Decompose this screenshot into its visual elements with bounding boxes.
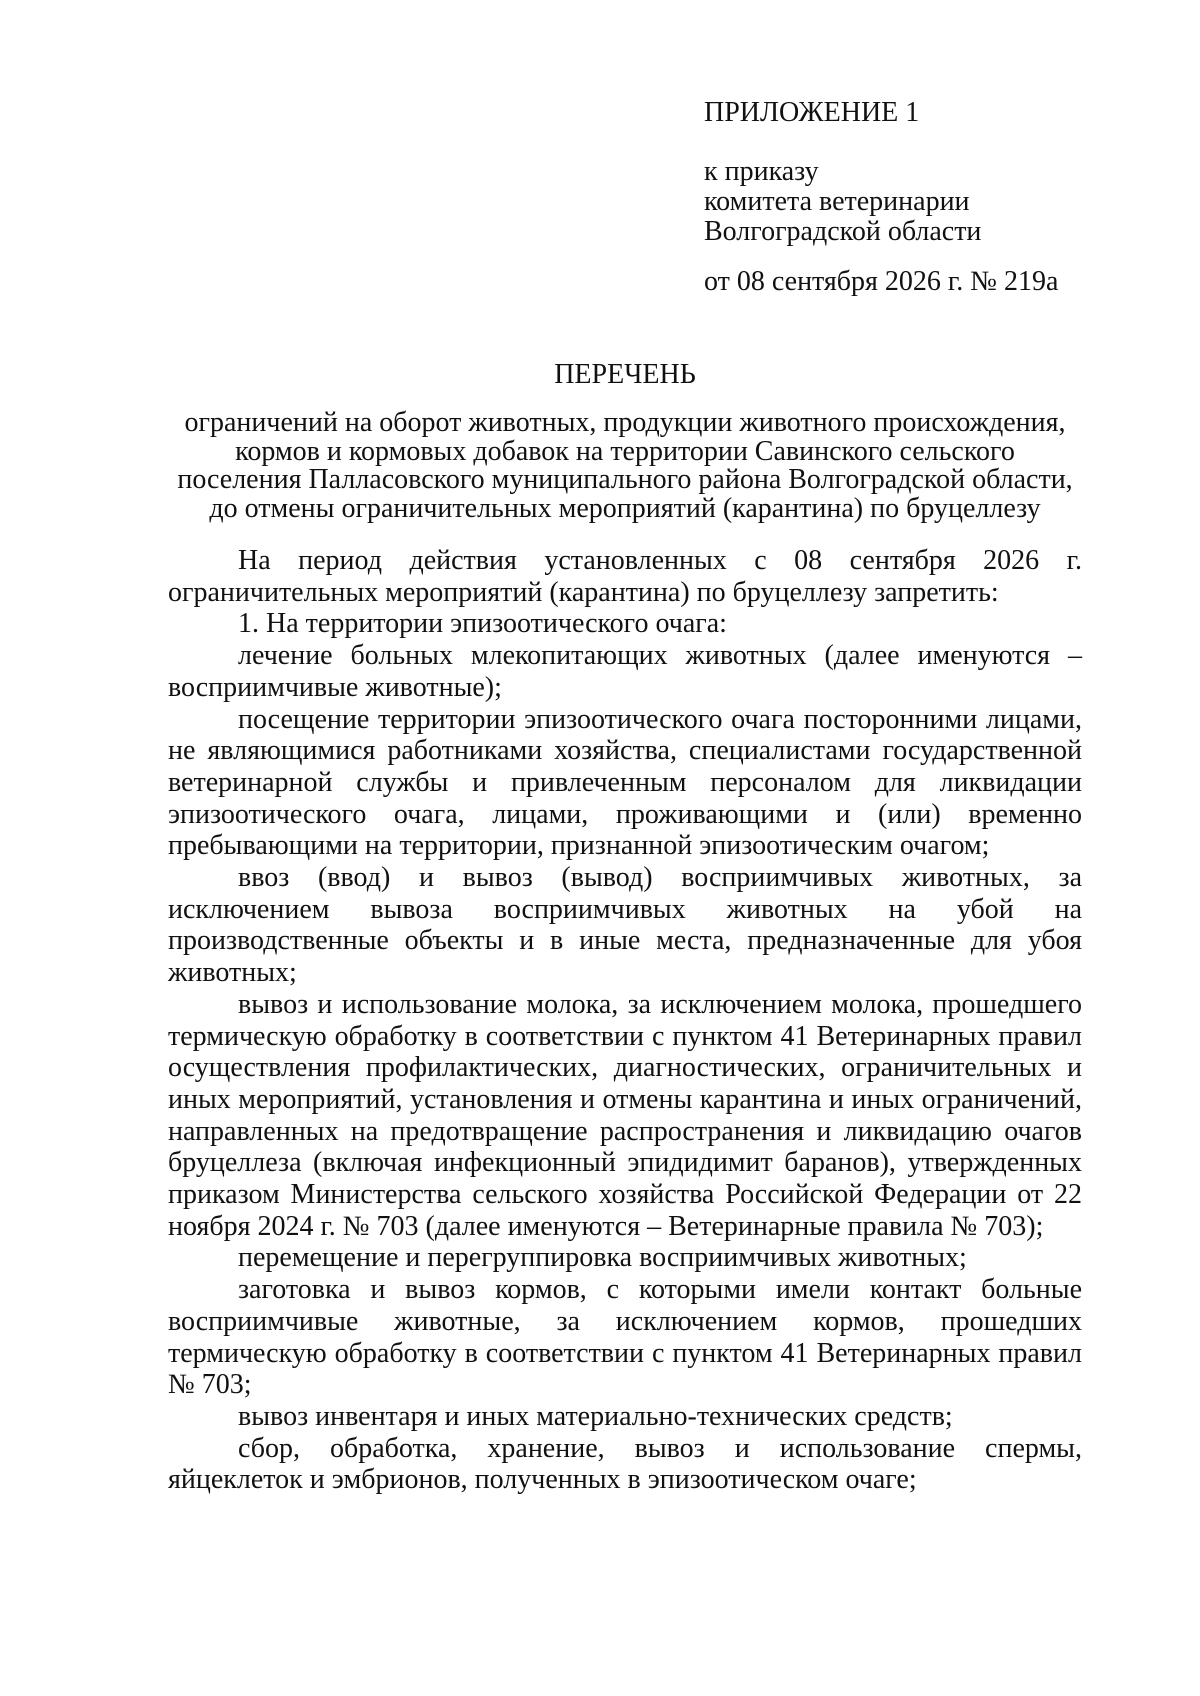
restriction-item: лечение больных млекопитающих животных (далее именуются – восприимчивые животные); bbox=[168, 640, 1082, 703]
document-body bbox=[168, 545, 1082, 1496]
appendix-reference-line: Волгоградской области bbox=[704, 216, 982, 247]
subtitle-line: кормов и кормовых добавок на территории Савинского сельского bbox=[235, 435, 1015, 467]
restriction-item: вывоз и использование молока, за исключением молока, прошедшего термическую обработку в соответствии с пунктом 41 Ветеринарных правил осуществления профилактических, диагностических, ограничительных и иных мероприятий, установления и отмены карантина и иных ограничений, направленных на предотвращение распространения и ликвидацию очагов бруцеллеза (включая инфекционный эпидидимит баранов), утвержденных приказом Министерства сельского хозяйства Российской Федерации от 22 ноября 2024 г. № 703 (далее именуются – Ветеринарные правила № 703); bbox=[168, 988, 1082, 1242]
intro-paragraph: На период действия установленных с 08 сентября 2026 г. ограничительных мероприятий (карантина) по бруцеллезу запретить: bbox=[168, 545, 1082, 608]
restriction-item: ввоз (ввод) и вывоз (вывод) восприимчивых животных, за исключением вывоза восприимчивых животных на убой на производственные объекты и в иные места, предназначенные для убоя животных; bbox=[168, 862, 1082, 989]
subtitle-line: до отмены ограничительных мероприятий (карантина) по бруцеллезу bbox=[209, 492, 1041, 524]
section-heading: 1. На территории эпизоотического очага: bbox=[238, 608, 727, 640]
restriction-item: заготовка и вывоз кормов, с которыми имели контакт больные восприимчивые животные, за исключением кормов, прошедших термическую обработку в соответствии с пунктом 41 Ветеринарных правил № 703; bbox=[168, 1274, 1082, 1401]
appendix-title: ПРИЛОЖЕНИЕ 1 bbox=[704, 97, 920, 128]
appendix-header bbox=[704, 98, 1144, 297]
subtitle-line: поселения Палласовского муниципального района Волгоградской области, bbox=[177, 464, 1073, 495]
appendix-reference bbox=[704, 157, 1144, 247]
restriction-item: сбор, обработка, хранение, вывоз и использование спермы, яйцеклеток и эмбрионов, полученных в эпизоотическом очаге; bbox=[168, 1432, 1082, 1496]
subtitle-line: ограничений на оборот животных, продукции животного происхождения, bbox=[184, 407, 1066, 438]
appendix-date-number: от 08 сентября 2026 г. № 219а bbox=[704, 266, 1059, 297]
document-title: ПЕРЕЧЕНЬ bbox=[554, 359, 696, 390]
restriction-item: вывоз инвентаря и иных материально-технических средств; bbox=[238, 1400, 953, 1432]
restriction-item: посещение территории эпизоотического очага посторонними лицами, не являющимися работниками хозяйства, специалистами государственной ветеринарной службы и привлеченным персоналом для ликвидации эпизоотического очага, лицами, проживающими и (или) временно пребывающими на территории, признанной эпизоотическим очагом; bbox=[168, 703, 1082, 862]
appendix-reference-line: к приказу bbox=[704, 156, 819, 187]
restriction-item: перемещение и перегруппировка восприимчивых животных; bbox=[238, 1242, 967, 1274]
appendix-reference-line: комитета ветеринарии bbox=[704, 186, 970, 217]
document-subtitle bbox=[168, 409, 1082, 523]
